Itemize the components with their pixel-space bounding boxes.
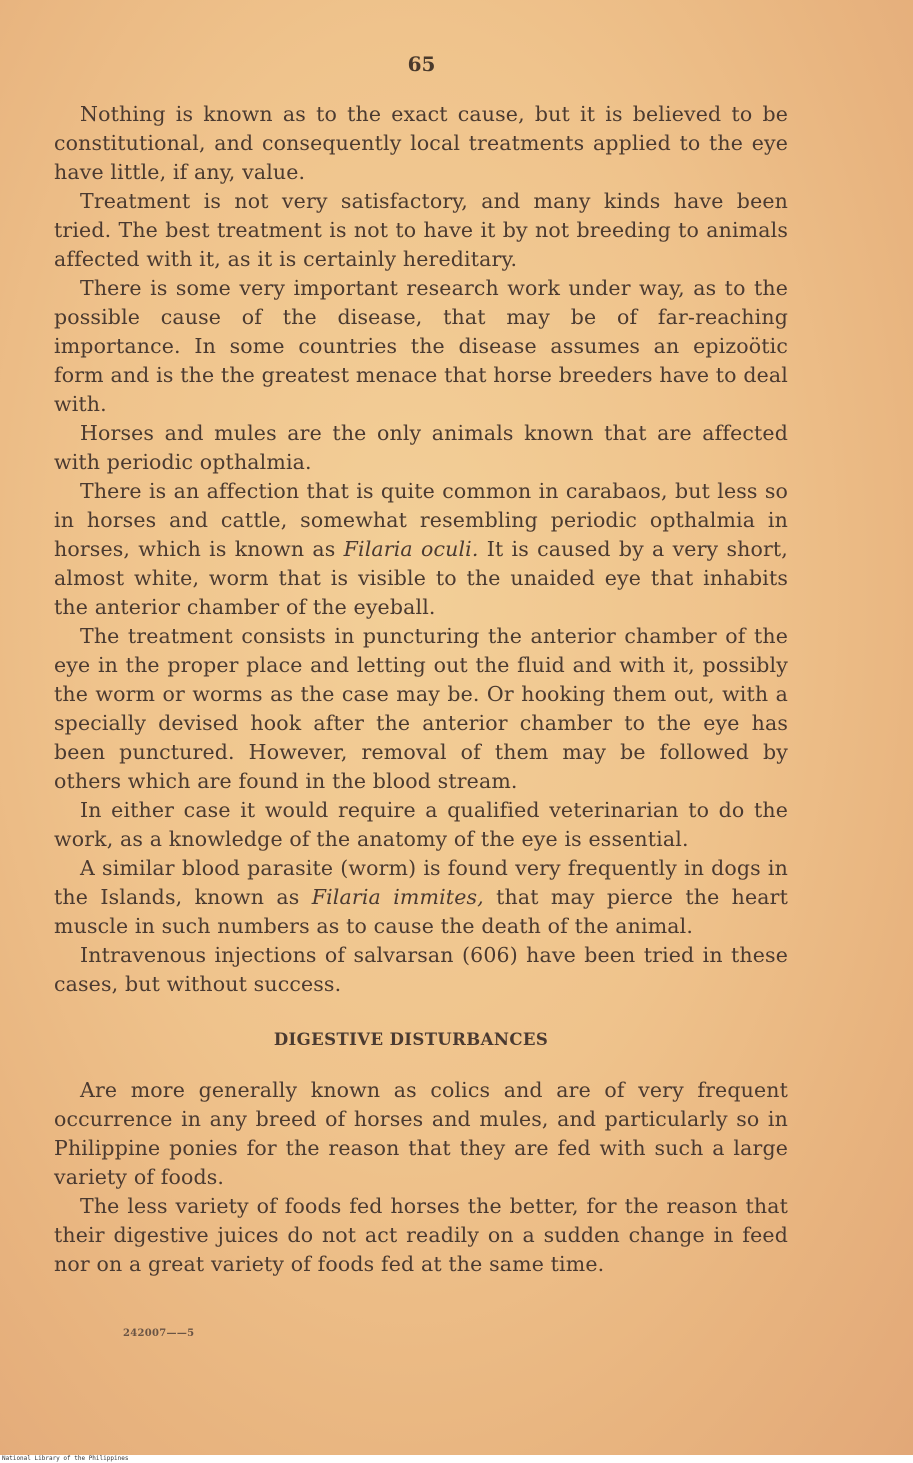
- paragraph: [54, 854, 788, 941]
- body-text: [54, 100, 788, 1279]
- paragraph: [54, 477, 788, 622]
- paragraph: Treatment is not very satisfactory, and many kinds have been tried. The best treatment is not to have it by not breeding to animals affected with it, as it is certainly hereditary.: [54, 189, 788, 271]
- page-number: 65: [407, 52, 436, 76]
- species-name: Filaria immites,: [311, 885, 484, 909]
- footer-credit: National Library of the Philippines: [2, 1455, 129, 1462]
- paragraph-text: It is caused by a very short, almost white, worm that is visible to the unaided eye that inhabits the anterior chamber of the eyeball.: [54, 537, 788, 619]
- paragraph: The less variety of foods fed horses the better, for the reason that their digestive juices do not act readily on a sudden change in feed nor on a great variety of foods fed at the same time.: [54, 1194, 788, 1276]
- paragraph-text: that may pierce the heart muscle in such numbers as to cause the death of the animal.: [54, 885, 789, 938]
- paragraph: Are more generally known as colics and are of very frequent occurrence in any breed of horses and mules, and particularly so in Philippine ponies for the reason that they are fed with such a large variety of foods.: [54, 1078, 788, 1189]
- paragraph: There is some very important research work under way, as to the possible cause of the disease, that may be of far-reaching importance. In some countries the disease assumes an epizoötic form and is the the greatest menace that horse breeders have to deal with.: [54, 276, 788, 416]
- printer-signature-mark: 242007——5: [123, 1328, 195, 1339]
- paragraph: The treatment consists in puncturing the anterior chamber of the eye in the proper place and letting out the fluid and with it, possibly the worm or worms as the case may be. Or hooking them out, with a specially devised hook after the anterior chamber to the eye has been punctured. However, removal of them may be followed by others which are found in the blood stream.: [54, 624, 788, 793]
- species-name: Filaria oculi.: [343, 537, 479, 561]
- paragraph-text: A similar blood parasite (worm) is found very frequently in dogs in the Islands, known as: [54, 856, 788, 909]
- section-heading: DIGESTIVE DISTURBANCES: [273, 1030, 549, 1049]
- paragraph: Intravenous injections of salvarsan (606) have been tried in these cases, but without success.: [54, 943, 788, 996]
- paragraph-text: There is an affection that is quite common in carabaos, but less so in horses and cattle, somewhat resembling periodic opthalmia in horses, which is known as: [54, 479, 788, 561]
- paragraph: In either case it would require a qualified veterinarian to do the work, as a knowledge of the anatomy of the eye is essential.: [54, 798, 788, 851]
- paragraph: Horses and mules are the only animals known that are affected with periodic opthalmia.: [54, 421, 788, 474]
- paragraph: Nothing is known as to the exact cause, but it is believed to be constitutional, and consequently local treatments applied to the eye have little, if any, value.: [54, 102, 788, 184]
